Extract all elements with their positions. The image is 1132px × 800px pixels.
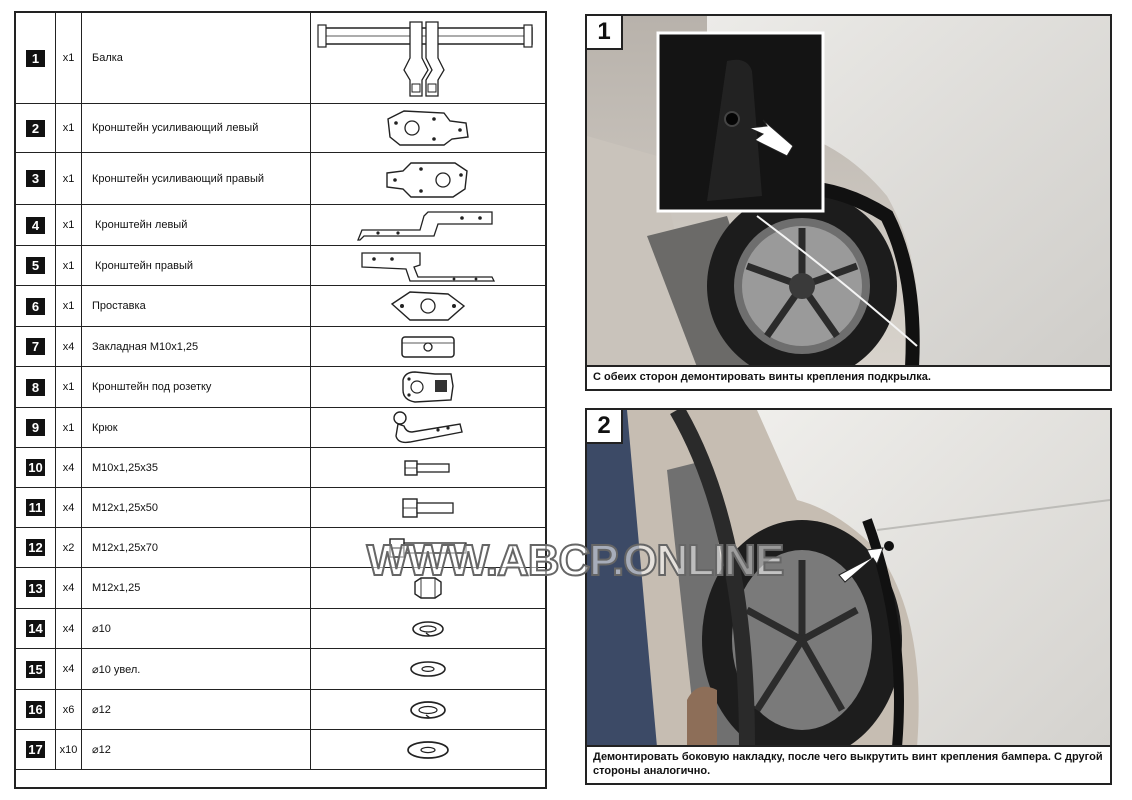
spring-washer-icon xyxy=(311,690,545,729)
step-1-photo xyxy=(587,16,1110,365)
part-number: 8 xyxy=(26,379,45,396)
part-number: 16 xyxy=(26,701,45,718)
parts-table xyxy=(14,11,547,789)
part-qty: x10 xyxy=(56,730,82,769)
tow-beam-icon xyxy=(311,13,545,103)
part-name: Кронштейн под розетку xyxy=(82,367,311,407)
bracket-right-icon xyxy=(311,246,545,285)
part-row-7 xyxy=(16,327,545,367)
step-caption: Демонтировать боковую накладку, после чего выкрутить винт крепления бампера. С другой стороны аналогично. xyxy=(587,745,1110,783)
part-name: ⌀10 увел. xyxy=(82,649,311,689)
part-row-14 xyxy=(16,609,545,649)
step-2-panel xyxy=(585,408,1112,785)
reinforcing-bracket-right-icon xyxy=(311,153,545,204)
part-name: М12х1,25х70 xyxy=(82,528,311,567)
part-row-6 xyxy=(16,286,545,327)
part-number: 4 xyxy=(26,217,45,234)
spring-washer-icon xyxy=(311,609,545,648)
spacer-plate-icon xyxy=(311,286,545,326)
part-number: 9 xyxy=(26,419,45,436)
bolt-m12-50-icon xyxy=(311,488,545,527)
part-name: ⌀10 xyxy=(82,609,311,648)
part-qty: x1 xyxy=(56,205,82,245)
flat-washer-icon xyxy=(311,649,545,689)
part-name: ⌀12 xyxy=(82,730,311,769)
part-number: 5 xyxy=(26,257,45,274)
part-number: 12 xyxy=(26,539,45,556)
part-name: М12х1,25 xyxy=(82,568,311,608)
part-qty: x4 xyxy=(56,649,82,689)
part-name: Балка xyxy=(82,13,311,103)
part-name: Крюк xyxy=(82,408,311,447)
part-qty: x1 xyxy=(56,104,82,152)
part-row-11 xyxy=(16,488,545,528)
part-number: 6 xyxy=(26,298,45,315)
embedded-nut-icon xyxy=(311,327,545,366)
part-number: 10 xyxy=(26,459,45,476)
part-name: ⌀12 xyxy=(82,690,311,729)
part-number: 7 xyxy=(26,338,45,355)
part-row-17 xyxy=(16,730,545,770)
part-number: 2 xyxy=(26,120,45,137)
part-row-1 xyxy=(16,13,545,104)
step-number-badge: 2 xyxy=(587,410,623,444)
part-qty: x1 xyxy=(56,286,82,326)
step-2-photo xyxy=(587,410,1110,745)
part-row-9 xyxy=(16,408,545,448)
reinforcing-bracket-left-icon xyxy=(311,104,545,152)
socket-bracket-icon xyxy=(311,367,545,407)
part-row-16 xyxy=(16,690,545,730)
part-row-2 xyxy=(16,104,545,153)
part-number: 17 xyxy=(26,741,45,758)
bolt-m12-70-icon xyxy=(311,528,545,567)
part-number: 13 xyxy=(26,580,45,597)
part-row-4 xyxy=(16,205,545,246)
part-name: Закладная М10х1,25 xyxy=(82,327,311,366)
part-number: 15 xyxy=(26,661,45,678)
part-qty: x4 xyxy=(56,448,82,487)
part-row-5 xyxy=(16,246,545,286)
part-row-13 xyxy=(16,568,545,609)
part-qty: x4 xyxy=(56,488,82,527)
part-name: Проставка xyxy=(82,286,311,326)
part-row-3 xyxy=(16,153,545,205)
part-qty: x1 xyxy=(56,13,82,103)
part-name: Кронштейн правый xyxy=(82,246,311,285)
part-number: 11 xyxy=(26,499,45,516)
part-row-12 xyxy=(16,528,545,568)
part-qty: x4 xyxy=(56,327,82,366)
part-qty: x4 xyxy=(56,568,82,608)
watermark: WWW.ABCP.ONLINE xyxy=(366,536,784,585)
part-number: 14 xyxy=(26,620,45,637)
tow-hook-icon xyxy=(311,408,545,447)
hex-nut-icon xyxy=(311,568,545,608)
part-row-10 xyxy=(16,448,545,488)
part-qty: x6 xyxy=(56,690,82,729)
part-name: М10х1,25х35 xyxy=(82,448,311,487)
step-caption: С обеих сторон демонтировать винты крепления подкрылка. xyxy=(587,365,1110,389)
flat-washer-large-icon xyxy=(311,730,545,769)
part-name: Кронштейн левый xyxy=(82,205,311,245)
part-name: Кронштейн усиливающий левый xyxy=(82,104,311,152)
part-name: Кронштейн усиливающий правый xyxy=(82,153,311,204)
part-qty: x1 xyxy=(56,246,82,285)
part-number: 1 xyxy=(26,50,45,67)
part-qty: x1 xyxy=(56,408,82,447)
part-qty: x2 xyxy=(56,528,82,567)
part-qty: x4 xyxy=(56,609,82,648)
part-row-15 xyxy=(16,649,545,690)
part-row-8 xyxy=(16,367,545,408)
step-number-badge: 1 xyxy=(587,16,623,50)
bolt-m10-icon xyxy=(311,448,545,487)
part-name: М12х1,25х50 xyxy=(82,488,311,527)
part-number: 3 xyxy=(26,170,45,187)
bracket-left-icon xyxy=(311,205,545,245)
part-qty: x1 xyxy=(56,153,82,204)
part-qty: x1 xyxy=(56,367,82,407)
step-1-panel xyxy=(585,14,1112,391)
